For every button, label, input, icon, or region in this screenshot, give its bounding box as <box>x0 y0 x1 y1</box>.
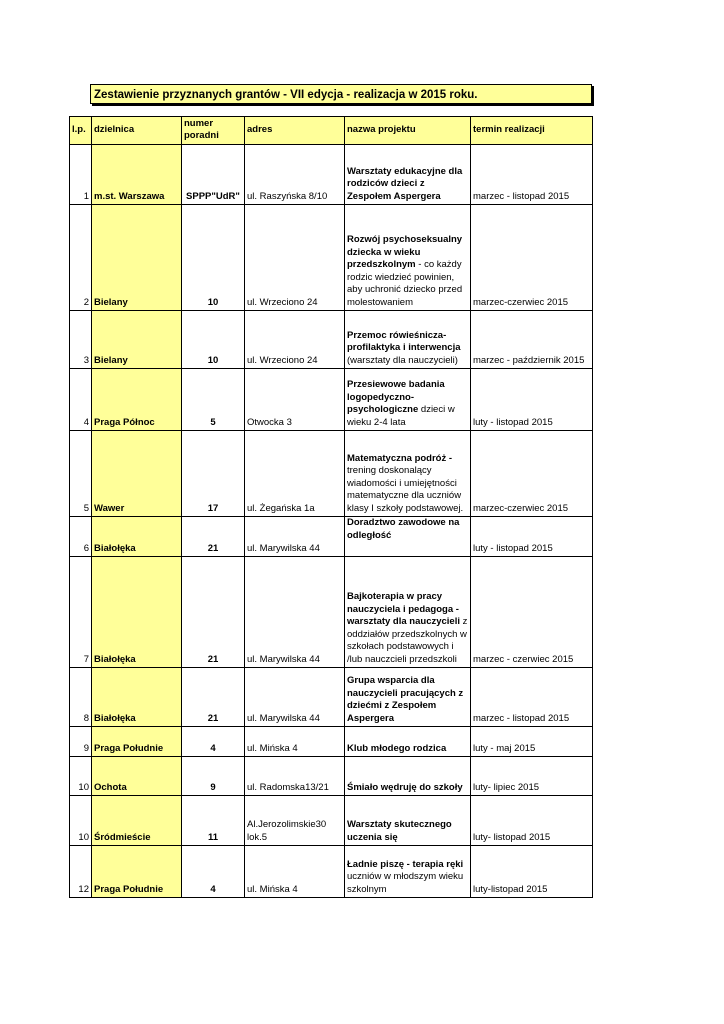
cell-dzielnica: Bielany <box>92 311 182 369</box>
cell-dzielnica: Wawer <box>92 431 182 517</box>
header-lp: l.p. <box>70 117 92 145</box>
cell-numer: 4 <box>182 727 245 757</box>
project-title: Matematyczna podróż - <box>347 452 453 464</box>
cell-adres: ul. Żegańska 1a <box>245 431 345 517</box>
project-title: Klub młodego rodzica <box>347 742 447 754</box>
cell-termin: marzec - październik 2015 <box>471 311 593 369</box>
cell-numer: 21 <box>182 557 245 668</box>
cell-projekt <box>345 727 471 757</box>
cell-lp: 5 <box>70 431 92 517</box>
cell-lp: 6 <box>70 517 92 557</box>
table-row <box>70 557 593 668</box>
cell-projekt <box>345 145 471 205</box>
table-row <box>70 846 593 898</box>
cell-adres: ul. Mińska 4 <box>245 727 345 757</box>
cell-termin: luty - maj 2015 <box>471 727 593 757</box>
cell-dzielnica: Białołęka <box>92 517 182 557</box>
header-adres: adres <box>245 117 345 145</box>
cell-dzielnica: Białołęka <box>92 668 182 727</box>
cell-projekt <box>345 557 471 668</box>
cell-lp: 1 <box>70 145 92 205</box>
table-row <box>70 145 593 205</box>
project-title: Ładnie piszę - terapia ręki <box>347 858 464 870</box>
table-row <box>70 431 593 517</box>
project-title: Rozwój psychoseksualny dziecka w wieku przedszkolnym <box>347 234 463 270</box>
project-title: Warsztaty skutecznego uczenia się <box>347 819 452 843</box>
project-description: (warsztaty dla nauczycieli) <box>347 354 458 366</box>
cell-projekt <box>345 668 471 727</box>
cell-numer: 9 <box>182 757 245 796</box>
cell-numer: 11 <box>182 796 245 846</box>
cell-dzielnica: Praga Południe <box>92 846 182 898</box>
cell-adres: Al.Jerozolimskie30 lok.5 <box>245 796 345 846</box>
cell-termin: marzec-czerwiec 2015 <box>471 431 593 517</box>
cell-adres: ul. Wrzeciono 24 <box>245 205 345 311</box>
project-description: - co każdy rodzic wiedzieć powinien, aby uchronić dziecko przed molestowaniem <box>347 259 463 308</box>
project-title: Bajkoterapia w pracy nauczyciela i pedagoga - warsztaty dla nauczycieli <box>347 591 460 627</box>
cell-numer: 21 <box>182 668 245 727</box>
table-row <box>70 668 593 727</box>
header-dzielnica: dzielnica <box>92 117 182 145</box>
cell-lp: 8 <box>70 668 92 727</box>
cell-dzielnica: Ochota <box>92 757 182 796</box>
cell-termin: luty - listopad 2015 <box>471 517 593 557</box>
project-title: Śmiało wędruję do szkoły <box>347 781 463 793</box>
cell-adres: ul. Radomska13/21 <box>245 757 345 796</box>
cell-adres: Otwocka 3 <box>245 369 345 431</box>
cell-numer: 5 <box>182 369 245 431</box>
cell-projekt <box>345 517 471 557</box>
cell-lp: 7 <box>70 557 92 668</box>
cell-adres: ul. Raszyńska 8/10 <box>245 145 345 205</box>
project-title: Warsztaty edukacyjne dla rodziców dzieci z Zespołem Aspergera <box>347 165 463 202</box>
cell-termin: luty - listopad 2015 <box>471 369 593 431</box>
cell-termin: luty- listopad 2015 <box>471 796 593 846</box>
cell-lp: 12 <box>70 846 92 898</box>
project-title: Grupa wsparcia dla nauczycieli pracujących z dziećmi z Zespołem Aspergera <box>347 675 464 724</box>
table-row <box>70 369 593 431</box>
cell-projekt <box>345 846 471 898</box>
cell-numer: 4 <box>182 846 245 898</box>
cell-projekt <box>345 205 471 311</box>
header-projekt: nazwa projektu <box>345 117 471 145</box>
cell-termin: luty- lipiec 2015 <box>471 757 593 796</box>
cell-numer: 21 <box>182 517 245 557</box>
cell-projekt <box>345 431 471 517</box>
header-termin: termin realizacji <box>471 117 593 145</box>
cell-lp: 10 <box>70 796 92 846</box>
grants-table <box>69 116 593 898</box>
cell-dzielnica: Bielany <box>92 205 182 311</box>
project-description: uczniów w młodszym wieku szkolnym <box>347 871 464 895</box>
table-row <box>70 757 593 796</box>
header-numer <box>182 117 245 145</box>
table-row <box>70 311 593 369</box>
project-description: dzieci w wieku 2-4 lata <box>347 404 455 428</box>
cell-termin: marzec - listopad 2015 <box>471 145 593 205</box>
cell-projekt <box>345 757 471 796</box>
project-title: Przemoc rówieśnicza- profilaktyka i interwencja <box>347 329 461 353</box>
header-row <box>70 117 593 145</box>
cell-projekt <box>345 796 471 846</box>
cell-termin: marzec-czerwiec 2015 <box>471 205 593 311</box>
cell-dzielnica: Praga Północ <box>92 369 182 431</box>
header-numer-line2: poradni <box>184 130 219 141</box>
project-title: Doradztwo zawodowe na odległość <box>347 517 460 541</box>
cell-numer: 17 <box>182 431 245 517</box>
cell-adres: ul. Marywilska 44 <box>245 668 345 727</box>
cell-adres: ul. Marywilska 44 <box>245 517 345 557</box>
cell-lp: 3 <box>70 311 92 369</box>
header-numer-line1: numer <box>184 117 214 129</box>
cell-projekt <box>345 369 471 431</box>
cell-lp: 2 <box>70 205 92 311</box>
cell-termin: marzec - listopad 2015 <box>471 668 593 727</box>
cell-numer: 10 <box>182 311 245 369</box>
project-title: Przesiewowe badania logopedyczno-psychologiczne <box>347 379 445 415</box>
table-row <box>70 727 593 757</box>
project-description: z oddziałów przedszkolnych w szkołach podstawowych i /lub nauczcieli przedszkoli <box>347 616 468 665</box>
cell-numer: 10 <box>182 205 245 311</box>
cell-numer: SPPP"UdR" <box>182 145 245 205</box>
cell-projekt <box>345 311 471 369</box>
cell-dzielnica: Śródmieście <box>92 796 182 846</box>
table-row <box>70 517 593 557</box>
cell-termin: luty-listopad 2015 <box>471 846 593 898</box>
cell-adres: ul. Marywilska 44 <box>245 557 345 668</box>
cell-dzielnica: Praga Południe <box>92 727 182 757</box>
cell-adres: ul. Wrzeciono 24 <box>245 311 345 369</box>
cell-lp: 10 <box>70 757 92 796</box>
cell-lp: 4 <box>70 369 92 431</box>
cell-dzielnica: m.st. Warszawa <box>92 145 182 205</box>
cell-adres: ul. Mińska 4 <box>245 846 345 898</box>
document-title: Zestawienie przyznanych grantów - VII edycja - realizacja w 2015 roku. <box>90 84 592 104</box>
table-row <box>70 796 593 846</box>
cell-termin: marzec - czerwiec 2015 <box>471 557 593 668</box>
project-description: trening doskonalący wiadomości i umiejętności matematyczne dla uczniów klasy I szkoły podstawowej. <box>347 465 464 514</box>
cell-lp: 9 <box>70 727 92 757</box>
cell-dzielnica: Białołęka <box>92 557 182 668</box>
table-row <box>70 205 593 311</box>
